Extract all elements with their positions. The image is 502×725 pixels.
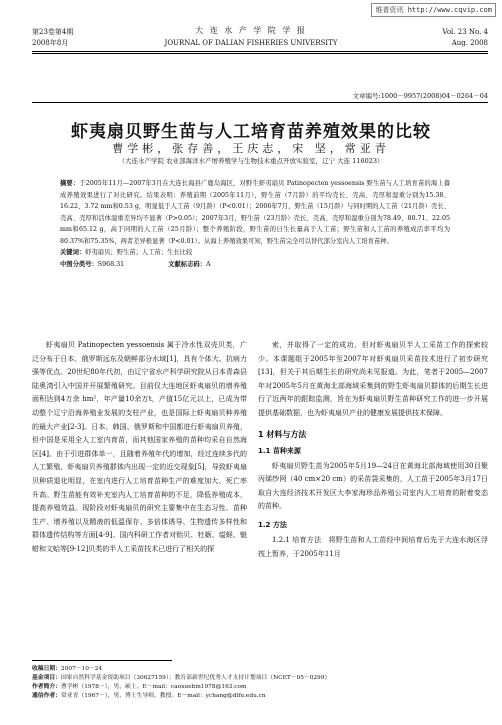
- journal-name-cn: 大 连 水 产 学 院 学 报: [195, 26, 307, 35]
- journal-name-en: JOURNAL OF DALIAN FISHERIES UNIVERSITY: [164, 39, 338, 47]
- funding-label: 基金项目：: [32, 675, 61, 681]
- keywords-label: 关键词：: [60, 249, 86, 256]
- abstract-text: 于2005年11月—2007年3月在大连长海县广鹿岛海区，对野生虾夷扇贝 Patinopecten yessoensis 野生苗与人工培育苗的海上養成养殖效果进行了对比研究。结果表明：养殖前期（2005年11月），野生苗（7月龄）的平均壳长、壳高、壳厚和湿重分别为15.38、16.22、3.72 mm和0.53 g，明显低于人工苗（9月龄）（P<0.01）；2006年7月，野生苗（15月龄）与同时期的人工苗（21月龄）壳长、壳高、壳厚和活体湿重差异均不显著（P>0.05）；2007年3月，野生苗（23月龄）壳长、壳高、壳厚和湿重分别为78.49、80.71、22.05 mm和65.12 g，高于同期的人工苗（25月龄）；整个养殖阶段，野生苗的日生长量高于人工苗；野生苗和人工苗的养殖成活率平均为80.37%和75.35%，两者差异极显著（P<0.01）。从海上养殖效果可知，野生苗完全可以替代部分室内人工培育苗种。: [60, 180, 451, 245]
- received-value: 2007－10－24: [61, 666, 103, 672]
- paper-title: 虾夷扇贝野生苗与人工培育苗养殖效果的比较: [71, 122, 431, 142]
- author-bio-value: 曹学彬（1978－），男，硕士。E－mail：caoxuebin1978@163.com: [61, 684, 247, 690]
- watermark: 维普资讯 http://www.cqvip.com: [371, 3, 496, 17]
- header-volume-cn: 第23卷第4期: [32, 28, 74, 36]
- doc-code-label: 文献标志码：: [168, 260, 206, 268]
- clc-value: S968.31: [97, 260, 125, 268]
- header-rule: [32, 51, 488, 52]
- funding-value: 国家自然科学基金资助项目（30627159）；教育部新世纪优秀人才支持计划项目（NCET－05－0299）: [61, 675, 331, 681]
- received-label: 收稿日期：: [32, 666, 61, 672]
- seed-source-paragraph: 虾夷扇贝野生苗为2005年5月19—24日在黄海北部海域使用30目聚丙烯纱网（40 cm×20 cm）的采苗袋采集的，人工苗于2005年3月17日取自大连经济技术开发区大李家海珍品养殖公司室内人工培育的附着变态的苗种。: [258, 461, 488, 511]
- subsection-heading-seed-source: 1.1 苗种来源: [258, 446, 301, 455]
- subsection-heading-method: 1.2 方法: [258, 520, 287, 529]
- header-date-en: Aug. 2008: [451, 39, 488, 47]
- corresponding-label: 通信作者：: [32, 693, 61, 699]
- right-column: [258, 339, 488, 561]
- author-bio: [32, 683, 488, 692]
- corresponding-author: [32, 692, 488, 701]
- funding: [32, 674, 488, 683]
- left-column: [32, 339, 247, 557]
- header-volume-en: Vol. 23 No. 4: [442, 28, 488, 36]
- footnote: [32, 665, 488, 701]
- article-number: 文章编号:1000－9957(2008)04－0264－04: [352, 92, 488, 100]
- affiliation: （大连水产学院 农业部海洋水产增养殖学与生物技术重点开放实验室，辽宁 大连 116023）: [118, 157, 384, 165]
- method-paragraph: 1.2.1 培育方法 将野生苗和人工苗经中间培育后先于大连水海区浮筏上暂养，于2005年11月: [258, 535, 488, 558]
- keywords-text: 虾夷扇贝；野生苗；人工苗；生长比较: [85, 249, 193, 256]
- authors: 曹学彬，张存善，王庆志，宋 坚，常亚青: [112, 142, 390, 155]
- corresponding-value: 常亚青（1967－），男，博士生导师，教授。E－mail：ychang@dlfu.edu.cn: [61, 693, 266, 699]
- classification: [60, 259, 450, 271]
- intro-paragraph-cont: 索，并取得了一定的成功，但对虾夷扇贝半人工采苗工作的探索较少。本课题组于2005年至2007年对虾夷扇贝采苗技术进行了初步研究[13]，但关于其后期生长的研究尚未见报道。为此，笔者于2005—2007年对2005年5月在黄海北部海域采集到的野生虾夷扇贝群体的后期生长进行了近两年的跟踪监测，旨在为虾夷扇贝野生苗种研究工作的进一步开展提供基础数据，也为虾夷扇贝产业的健康发展提供技术保障。: [258, 341, 488, 417]
- intro-paragraph: 虾夷扇贝 Patinopecten yessoensis 属于冷水性双壳贝类，广泛分布于日本、俄罗斯远东及朝鲜部分水域[1]，具有个体大、抗病力强等优点。20世纪80年代初，由辽宁省水产科学研究院从日本青森县陆奥湾引入中国并开展繁殖研究。目前仅大连地区虾夷扇贝的增养殖面积达到4万余 hm²，年产量10余万t，产值15亿元以上，已成为带动整个辽宁沿海养殖业发展的支柱产业，也是国际上虾夷扇贝种养殖的最大产业[2-3]。日本、韩国、俄罗斯和中国都进行虾夷扇贝养殖，但中国是采用全人工室内育苗，而其他国家养殖的苗种均采自自然海区[4]。由于引进群体单一，且随着养殖年代的增加，经过连续多代的人工繁殖，虾夷扇贝养殖群体内出现一定的近交现象[5]，导致虾夷扇贝种质退化明显，在室内进行人工培育苗种生产的难度加大、死亡率升高。野生苗能有效补充室内人工培育苗种的不足，降低养殖成本，提高养殖效益。现阶段对虾夷扇贝的研究主要集中在生态习性、苗种生产、增养殖以及精液的低温保存、多倍体诱导、生物遗传多样性和群体遗传结构等方面[4-9]。国内科研工作者对贻贝、牡蛎、缢蛏、魁蚶和文蛤等[9-12]贝类的半人工采苗技术已进行了相关的探: [32, 341, 247, 553]
- header-date-cn: 2008年8月: [32, 39, 69, 47]
- header-rule-2: [32, 53, 488, 54]
- received-date: [32, 665, 488, 674]
- keywords: [60, 247, 450, 259]
- title-rule: [32, 102, 488, 103]
- section-heading: 1 材料与方法: [258, 429, 307, 439]
- author-bio-label: 作者简介：: [32, 684, 61, 690]
- footnote-rule: [32, 660, 172, 661]
- abstract-label: 摘要：: [60, 180, 80, 187]
- abstract: [60, 178, 450, 247]
- clc-label: 中图分类号：: [60, 260, 98, 268]
- abstract-block: [60, 178, 450, 270]
- doc-code-value: A: [205, 260, 211, 268]
